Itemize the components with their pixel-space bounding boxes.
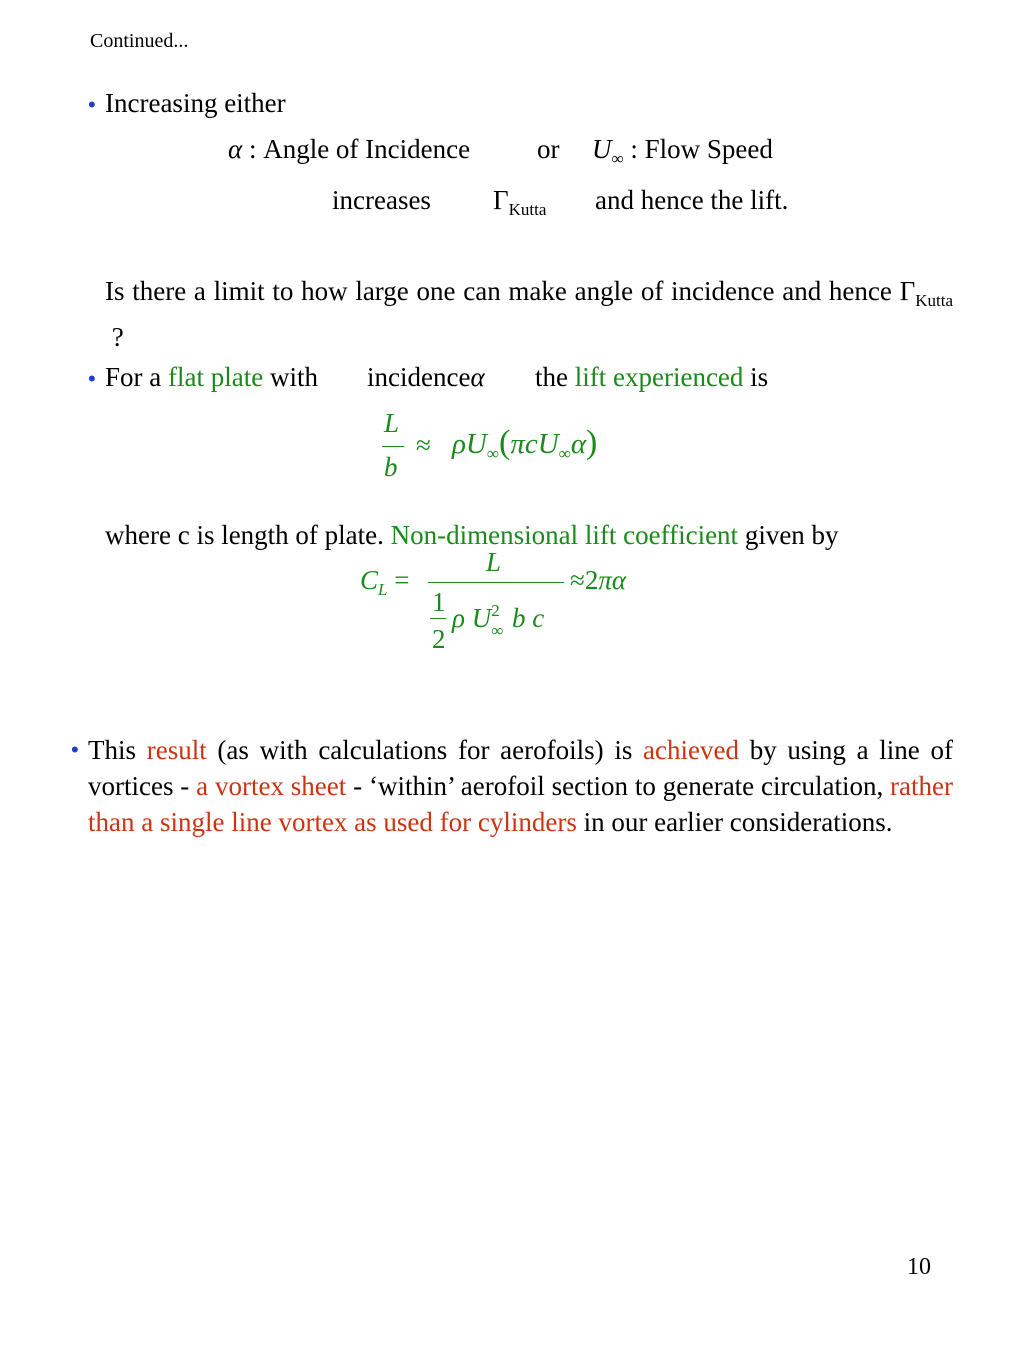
vortex-sheet-paragraph <box>88 732 953 840</box>
eq1-denominator: b <box>384 452 398 482</box>
incidence-alpha-symbol: α <box>470 362 485 392</box>
gamma-kutta <box>493 185 546 220</box>
half-fraction-bar <box>430 618 446 619</box>
pi-symbol: π <box>510 428 525 460</box>
or-text: or <box>537 134 560 164</box>
flat-plate-line <box>105 362 318 393</box>
u-symbol: U <box>537 428 559 460</box>
alpha-symbol: α <box>570 428 587 460</box>
u-symbol: U <box>471 603 492 633</box>
where-line <box>105 520 839 551</box>
hence-lift-text: and hence the lift. <box>595 185 789 215</box>
flat-plate-term: flat plate <box>168 362 264 392</box>
text-fragment: where c is length of plate. <box>105 520 391 550</box>
rho-symbol: ρ <box>452 428 466 460</box>
text-fragment: - ‘within’ aerofoil section to generate circulation, <box>346 771 891 801</box>
vortex-sheet-term: a vortex sheet <box>196 771 347 801</box>
text-fragment: the <box>535 362 575 392</box>
eq1-rhs <box>452 424 597 464</box>
b-symbol: b <box>511 603 526 633</box>
u-symbol: U <box>592 134 612 164</box>
increasing-either-text: Increasing either <box>105 88 286 118</box>
eq2-numerator: L <box>486 547 502 577</box>
question-gamma: Γ <box>899 276 916 306</box>
text-fragment: given by <box>738 520 839 550</box>
gamma-symbol: Γ <box>493 185 509 215</box>
incidence-alpha <box>367 362 485 393</box>
achieved-term: achieved <box>643 735 739 765</box>
half-numerator: 1 <box>432 587 446 617</box>
alpha-symbol: α <box>611 565 627 595</box>
equals-sign: = <box>394 565 410 595</box>
l-sub: L <box>378 580 388 599</box>
text-fragment: This <box>88 735 147 765</box>
infinity-sub: ∞ <box>491 621 504 640</box>
infinity-sub: ∞ <box>486 444 499 463</box>
limit-question <box>105 273 953 355</box>
lift-coefficient-term: Non-dimensional lift coefficient <box>390 520 739 550</box>
flow-speed-definition <box>592 134 773 169</box>
eq2-lhs <box>360 565 409 600</box>
bullet-marker: • <box>88 92 96 117</box>
lift-experienced-term: lift experienced <box>574 362 744 392</box>
incidence-word: incidence <box>367 362 471 392</box>
eq1-fraction-bar <box>382 446 404 447</box>
result-term: result <box>146 735 207 765</box>
question-text: Is there a limit to how large one can make angle of incidence and hence <box>105 276 892 306</box>
u-description: : Flow Speed <box>630 134 773 164</box>
alpha-description: : Angle of Incidence <box>248 134 471 164</box>
half-denominator: 2 <box>432 624 446 654</box>
infinity-sub: ∞ <box>558 444 571 463</box>
text-fragment: (as with calculations for aerofoils) is <box>206 735 644 765</box>
two-digit: 2 <box>584 565 599 595</box>
question-mark: ? <box>111 322 124 352</box>
bullet-marker: • <box>88 366 96 391</box>
u-symbol: U <box>465 428 487 460</box>
alpha-definition <box>228 134 470 165</box>
eq1-approx: ≈ <box>416 430 431 460</box>
open-paren: ( <box>499 424 511 461</box>
approx-sign: ≈ <box>570 565 585 595</box>
alpha-symbol: α <box>228 134 243 164</box>
close-paren: ) <box>586 424 598 461</box>
squared-sup: 2 <box>491 601 500 620</box>
text-fragment: in our earlier considerations. <box>576 807 893 837</box>
bullet-marker: • <box>71 737 79 762</box>
text-fragment: is <box>743 362 769 392</box>
eq2-rhs <box>570 565 626 596</box>
page-number: 10 <box>907 1254 931 1280</box>
eq2-denominator <box>452 601 545 640</box>
text-fragment: with <box>263 362 318 392</box>
c-symbol: c <box>524 428 538 460</box>
text-fragment: by using a line of vortices - <box>88 735 953 801</box>
rho-symbol: ρ <box>452 603 465 633</box>
lift-experienced-line <box>535 362 768 393</box>
c-symbol: c <box>532 603 545 633</box>
continued-label: Continued... <box>90 30 189 52</box>
increases-text: increases <box>332 185 431 215</box>
c-symbol: C <box>360 565 379 595</box>
question-kutta-sub: Kutta <box>915 291 953 310</box>
u-infinity-sub: ∞ <box>611 149 624 168</box>
eq1-numerator: L <box>384 408 400 438</box>
text-fragment: For a <box>105 362 168 392</box>
kutta-sub: Kutta <box>508 200 547 219</box>
rather-than-term: rather than a single line vortex as used for cylinders <box>88 771 953 837</box>
pi-symbol: π <box>598 565 612 595</box>
eq2-fraction-bar <box>428 582 564 583</box>
